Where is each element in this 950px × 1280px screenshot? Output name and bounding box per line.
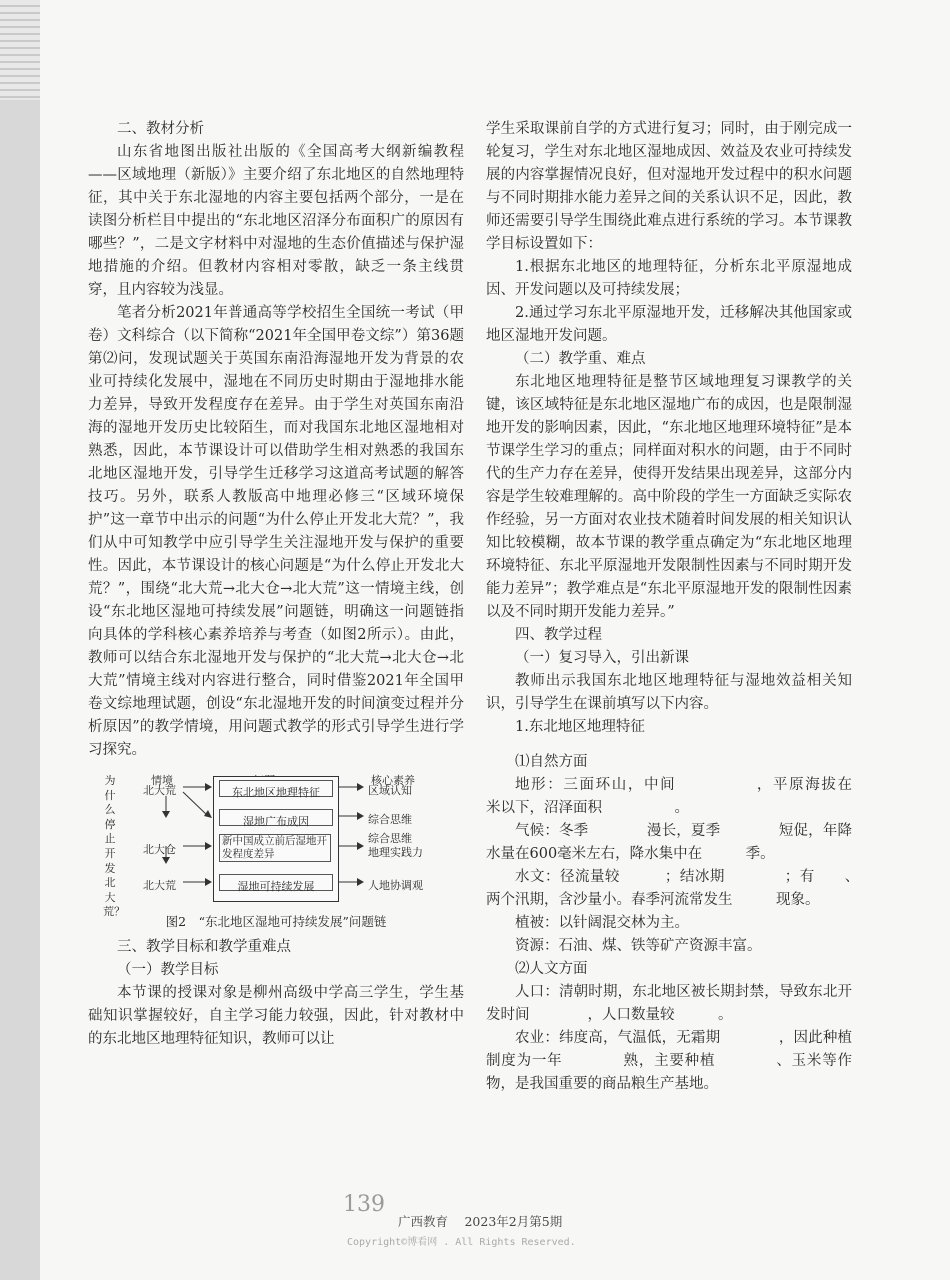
- figure-header-scene: 情境: [151, 774, 173, 787]
- figure-problem-chain: [88, 766, 464, 936]
- figure-core-question: 为什么停止开发北大荒？: [103, 774, 125, 919]
- paragraph-exam-analysis: 笔者分析2021年普通高等学校招生全国统一考试（甲卷）文科综合（以下简称“2021年全国甲卷文综”）第36题第⑵问，发现试题关于英国东南沿海湿地开发为背景的农业可持续化发展中，湿地在不同历史时期由于湿地排水能力差异，导致开发程度存在差异。由于学生对英国东南沿海的湿地开发历史比较陌生，而对我国东北地区湿地相对熟悉，因此，本节课设计可以借助学生相对熟悉的我国东北地区湿地开发，引导学生迁移学习这道高考试题的解答技巧。另外，联系人教版高中地理必修三“区域环境保护”这一章节中出示的问题“为什么停止开发北大荒？”，我们从中可知教学中应引导学生关注湿地开发与保护的重要性。因此，本节课设计的核心问题是“为什么停止开发北大荒？”，围绕“北大荒→北大仓→北大荒”这一情境主线，创设“东北地区湿地可持续发展”问题链，明确这一问题链指向具体的学科核心素养培养与考查（如图2所示）。由此，教师可以结合东北湿地开发与保护的“北大荒→北大仓→北大荒”情境主线对内容进行整合，同时借鉴2021年全国甲卷文综地理试题，创设“东北湿地开发的时间演变过程并分析原因”的教学情境，用问题式教学的形式引导学生进行学习探究。: [88, 305, 464, 758]
- figure-scene-1: 北大荒: [143, 784, 176, 797]
- section-heading-process: 四、教学过程: [515, 627, 602, 643]
- goal-item-1: 1.根据东北地区的地理特征，分析东北平原湿地成因、开发问题以及可持续发展；: [486, 259, 852, 298]
- paragraph-textbook: 山东省地图出版社出版的《全国高考大纲新编教程——区域地理（新版）》主要介绍了东北地区的自然地理特征，其中关于东北湿地的内容主要包括两个部分，一是在读图分析栏目中提出的“东北地区沼泽分布面积广的原因有哪些？”，二是文字材料中对湿地的生态价值描述与保护湿地措施的介绍。但教材内容相对零散，缺乏一条主线贯穿，且内容较为浅显。: [88, 144, 464, 298]
- figure-problem-2: 湿地广布成因: [219, 809, 333, 826]
- paragraph-key-points: 东北地区地理特征是整节区域地理复习课教学的关键，该区域特征是东北地区湿地广布的成因，也是限制湿地开发的影响因素，因此，“东北地区地理环境特征”是本节课学生学习的重点；同样面对积水的问题，由于不同时代的生产力存在差异，使得开发结果出现差异，这部分内容是学生较难理解的。高中阶段的学生一方面缺乏实际农作经验，另一方面对农业技术随着时间发展的相关知识认知比较模糊，故本节课的教学重点确定为“东北地区地理环境特征、东北平原湿地开发限制性因素与不同时期开发能力差异”；教学难点是“东北平原湿地开发的限制性因素以及不同时期开发能力差异。”: [486, 374, 852, 620]
- fill-climate: 气候：冬季 漫长，夏季 短促，年降水量在600毫米左右，降水集中在 季。: [486, 823, 852, 862]
- figure-literacy-1: 区域认知: [368, 784, 412, 797]
- figure-problem-4: 湿地可持续发展: [219, 874, 333, 891]
- subheading-natural: ⑴自然方面: [515, 754, 588, 770]
- section-heading-goals: 三、教学目标和教学重难点: [117, 939, 291, 955]
- magazine-issue: 广西教育 2023年2月第5期: [398, 1214, 563, 1229]
- figure-problem-1: 东北地区地理特征: [219, 780, 333, 797]
- subheading-review: （一）复习导入，引出新课: [515, 650, 689, 666]
- section-heading-textbook: 二、教材分析: [117, 121, 204, 137]
- copyright-notice: Copyright©博看网 . All Rights Reserved.: [347, 1237, 576, 1248]
- paragraph-review-intro: 教师出示我国东北地区地理特征与湿地效益相关知识，引导学生在课前填写以下内容。: [486, 673, 852, 712]
- fill-hydrology: 水文：径流量较 ；结冰期 ；有 、 两个汛期，含沙量小。春季河流常发生 现象。: [486, 869, 881, 908]
- goal-item-2: 2.通过学习东北平原湿地开发，迁移解决其他国家或地区湿地开发问题。: [486, 305, 852, 344]
- paragraph-students-cont: 学生采取课前自学的方式进行复习；同时，由于刚完成一轮复习，学生对东北地区湿地成因、效益及农业可持续发展的内容掌握情况良好，但对湿地开发过程中的积水问题与不同时期排水能力差异之间的关系认识不足，因此，教师还需要引导学生围绕此难点进行系统的学习。本节课教学目标设置如下：: [486, 121, 852, 252]
- figure-literacy-4: 人地协调观: [368, 879, 423, 892]
- subheading-teaching-goals: （一）教学目标: [117, 962, 219, 978]
- paragraph-students: 本节课的授课对象是柳州高级中学高三学生，学生基础知识掌握较好，自主学习能力较强，因此，针对教材中的东北地区地理特征知识，教师可以让: [88, 985, 464, 1047]
- right-column: [486, 118, 881, 1096]
- fill-population: 人口：清朝时期，东北地区被长期封禁，导致东北开发时间 ，人口数量较 。: [486, 984, 852, 1023]
- subheading-human: ⑵人文方面: [515, 961, 588, 977]
- fill-agriculture: 农业：纬度高，气温低，无霜期 ，因此种植制度为一年 熟，主要种植 、玉米等作物，是我国重要的商品粮生产基地。: [486, 1030, 852, 1092]
- subheading-geo-features: 1.东北地区地理特征: [515, 719, 645, 735]
- fill-resources: 资源：石油、煤、铁等矿产资源丰富。: [515, 938, 762, 954]
- fill-vegetation: 植被：以针阔混交林为主。: [515, 915, 689, 931]
- figure-literacy-3: 综合思维 地理实践力: [368, 832, 423, 859]
- fill-terrain: 地形：三面环山，中间 ，平原海拔在 米以下，沼泽面积 。: [486, 777, 881, 816]
- gutter-stripes: [0, 0, 40, 100]
- figure-header-literacy: 核心素养: [371, 774, 415, 787]
- figure-scene-3: 北大荒: [143, 879, 176, 892]
- page-number: 139: [343, 1192, 385, 1217]
- figure-problem-3: 新中国成立前后湿地开发程度差异: [219, 834, 331, 862]
- figure-literacy-2: 综合思维: [368, 813, 412, 826]
- figure-caption: 图2 “东北地区湿地可持续发展”问题链: [165, 914, 387, 929]
- left-column: [88, 118, 464, 1051]
- figure-scene-2: 北大仓: [143, 843, 176, 856]
- subheading-key-points: （二）教学重、难点: [515, 351, 646, 367]
- page-gutter: [0, 0, 40, 1280]
